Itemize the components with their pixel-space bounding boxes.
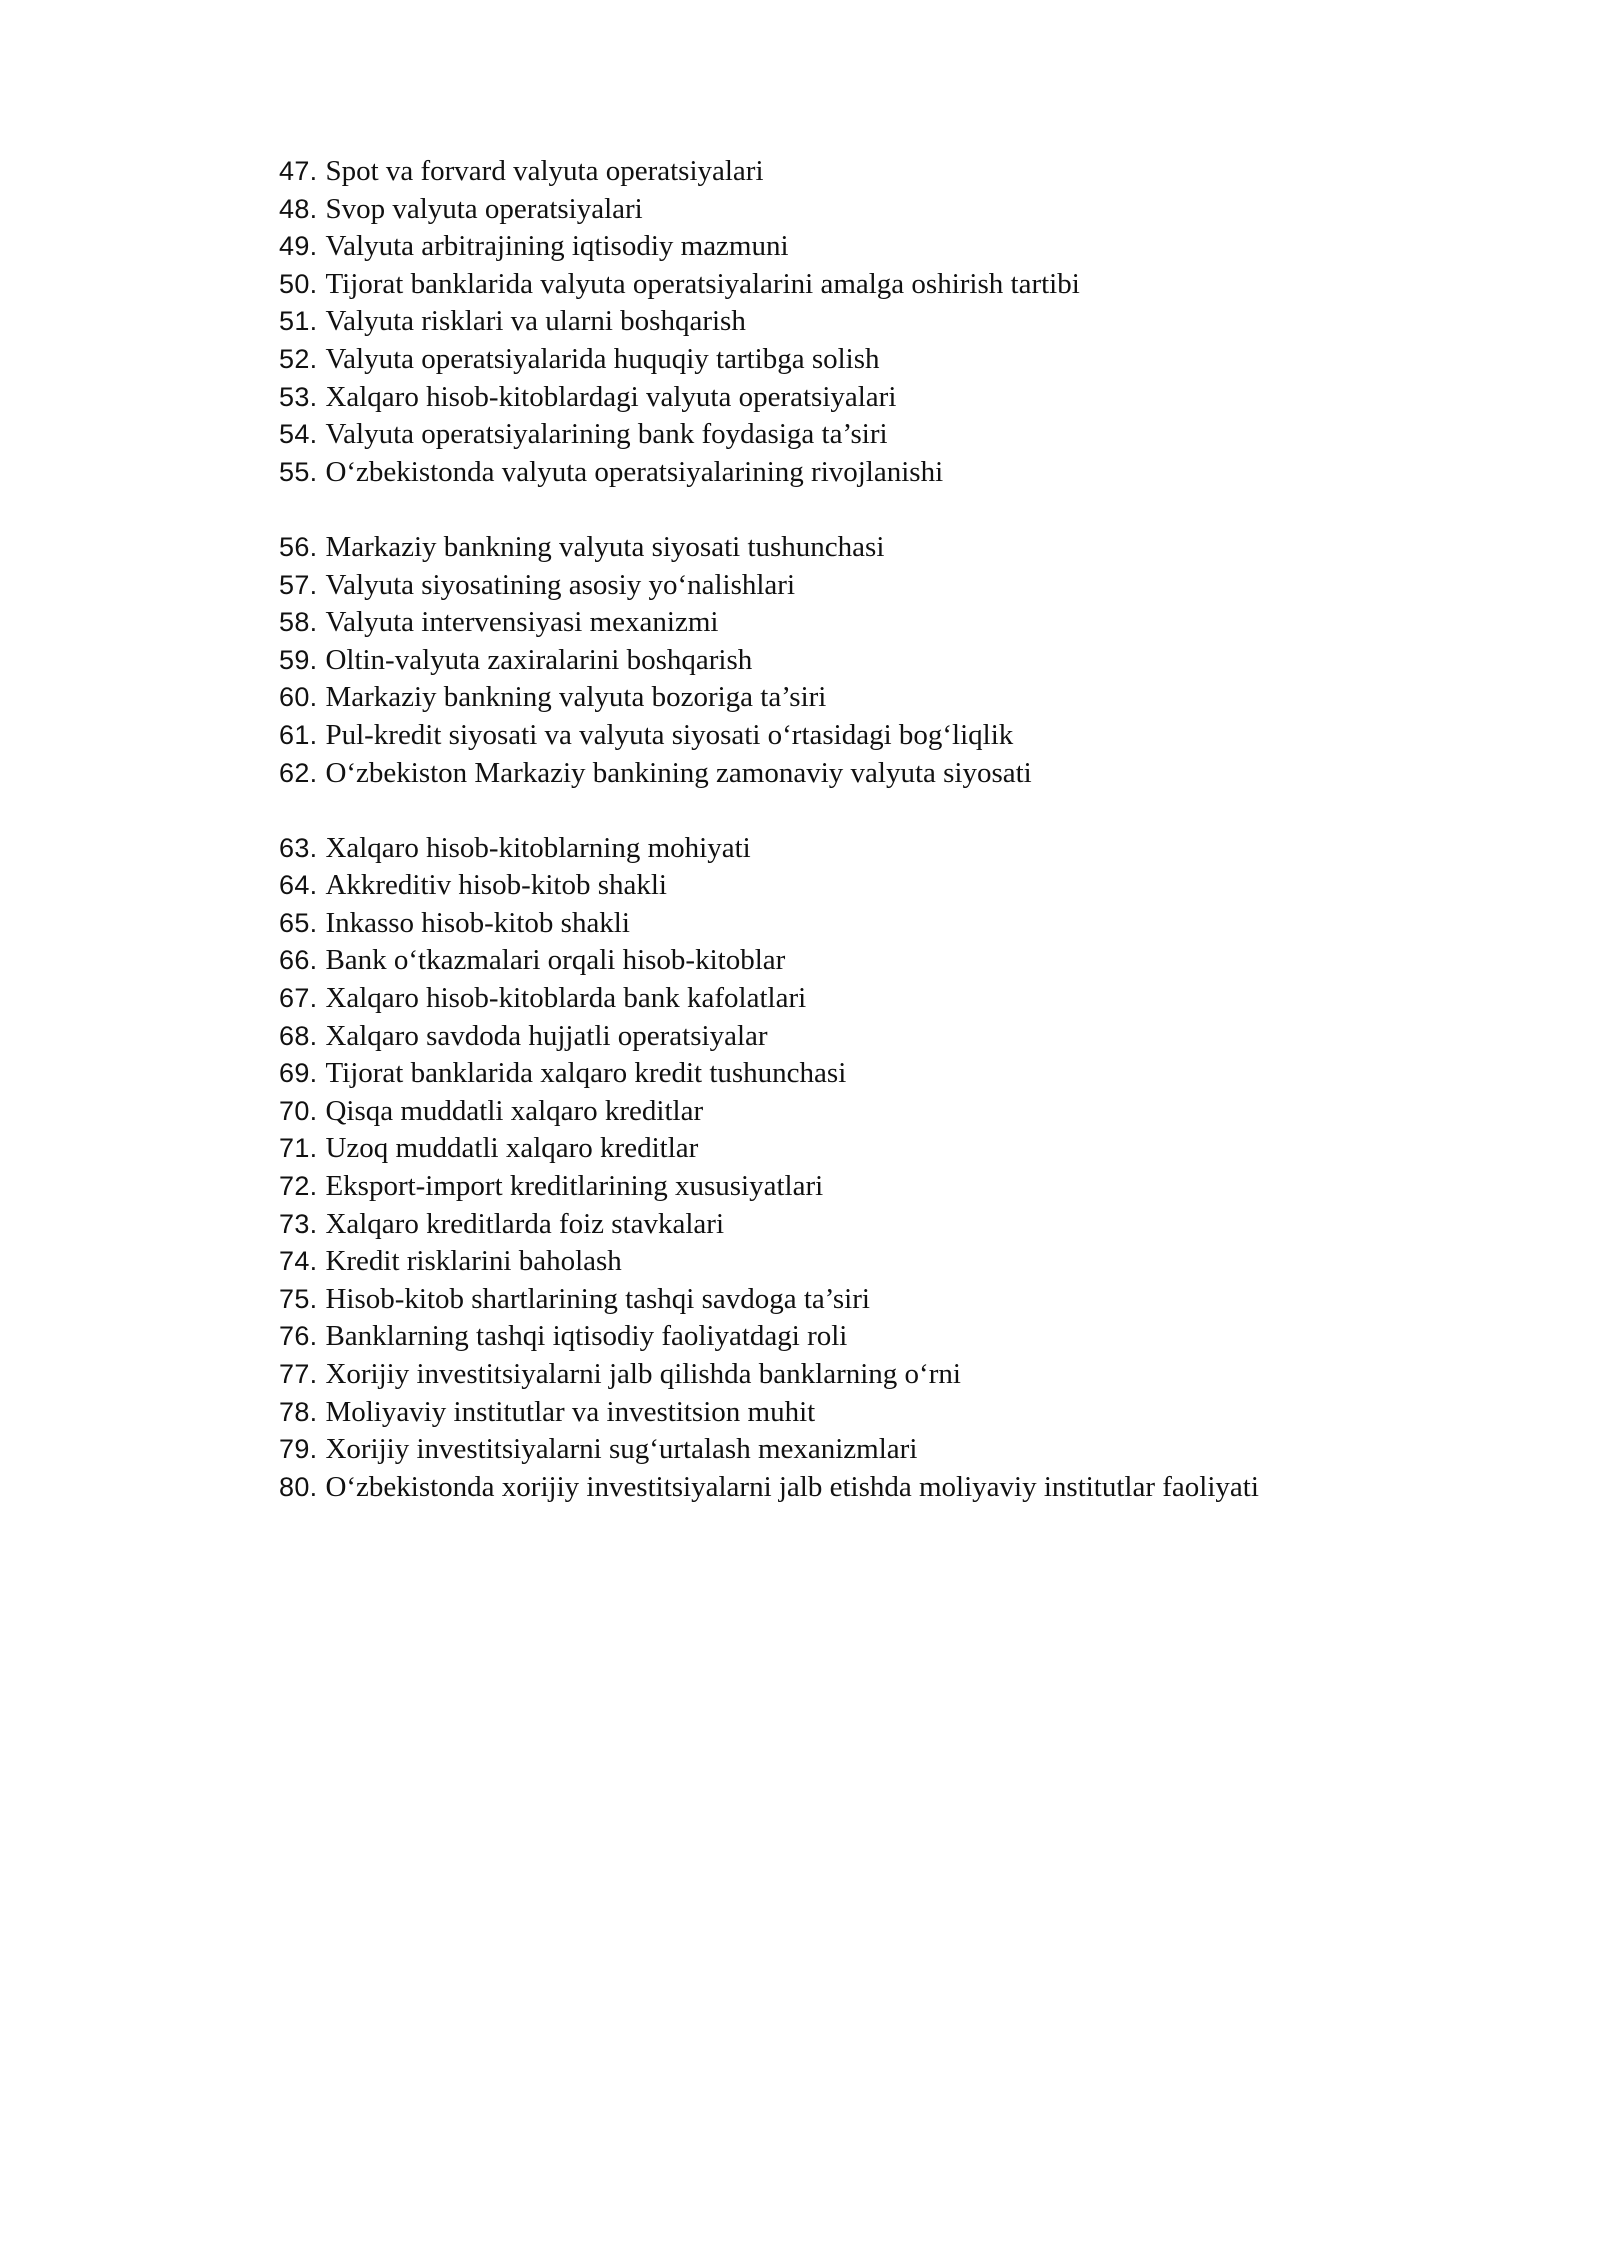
item-number: 68.	[279, 1020, 318, 1051]
item-text: Kredit risklarini baholash	[325, 1245, 622, 1278]
item-text: Tijorat banklarida valyuta operatsiyalarini amalga oshirish tartibi	[325, 267, 1080, 300]
item-text: Inkasso hisob-kitob shakli	[325, 906, 630, 939]
item-text: Moliyaviy institutlar va investitsion muhit	[325, 1395, 816, 1428]
item-text: Valyuta risklari va ularni boshqarish	[325, 305, 746, 338]
item-text: Valyuta siyosatining asosiy yo‘nalishlari	[325, 568, 796, 601]
item-text: Xalqaro savdoda hujjatli operatsiyalar	[325, 1019, 768, 1052]
list-item	[279, 1055, 1499, 1093]
topic-group	[279, 529, 1499, 792]
list-item	[279, 1394, 1499, 1432]
item-text: Akkreditiv hisob-kitob shakli	[325, 869, 667, 902]
list-item	[279, 830, 1499, 868]
list-item	[279, 1318, 1499, 1356]
item-number: 55.	[279, 456, 318, 487]
list-item	[279, 529, 1499, 567]
item-text: Bank o‘tkazmalari orqali hisob-kitoblar	[325, 944, 786, 977]
list-item	[279, 717, 1499, 755]
item-number: 52.	[279, 343, 318, 374]
item-number: 63.	[279, 832, 318, 863]
item-text: Qisqa muddatli xalqaro kreditlar	[325, 1094, 704, 1127]
item-text: Markaziy bankning valyuta bozoriga ta’siri	[325, 681, 827, 714]
list-item	[279, 1243, 1499, 1281]
list-item	[279, 980, 1499, 1018]
item-text: O‘zbekistonda xorijiy investitsiyalarni jalb etishda moliyaviy institutlar faoliyati	[325, 1470, 1259, 1503]
item-number: 50.	[279, 268, 318, 299]
topic-group	[279, 830, 1499, 1507]
item-number: 67.	[279, 983, 318, 1014]
item-text: Svop valyuta operatsiyalari	[325, 192, 643, 225]
item-number: 80.	[279, 1471, 318, 1502]
item-number: 51.	[279, 306, 318, 337]
item-number: 47.	[279, 156, 318, 186]
list-item	[279, 1281, 1499, 1319]
item-text: Xalqaro hisob-kitoblardagi valyuta operatsiyalari	[325, 380, 897, 413]
item-number: 48.	[279, 193, 318, 224]
list-item	[279, 567, 1499, 605]
item-text: Uzoq muddatli xalqaro kreditlar	[325, 1132, 699, 1165]
list-item	[279, 867, 1499, 905]
item-text: Xorijiy investitsiyalarni sug‘urtalash mexanizmlari	[325, 1433, 918, 1466]
item-number: 54.	[279, 419, 318, 450]
list-item	[279, 755, 1499, 793]
item-number: 49.	[279, 231, 318, 262]
item-text: Hisob-kitob shartlarining tashqi savdoga ta’siri	[325, 1282, 870, 1315]
list-item	[279, 379, 1499, 417]
item-number: 61.	[279, 719, 318, 750]
item-text: Xorijiy investitsiyalarni jalb qilishda banklarning o‘rni	[325, 1358, 961, 1390]
item-number: 77.	[279, 1359, 318, 1389]
list-item	[279, 1018, 1499, 1056]
item-number: 62.	[279, 757, 318, 788]
list-item	[279, 303, 1499, 341]
list-item	[279, 679, 1499, 717]
item-number: 66.	[279, 945, 318, 976]
item-text: O‘zbekistonda valyuta operatsiyalarining rivojlanishi	[325, 455, 944, 488]
item-number: 64.	[279, 870, 318, 901]
item-number: 73.	[279, 1208, 318, 1239]
topic-list	[279, 153, 1499, 1506]
list-item	[279, 942, 1499, 980]
list-item	[279, 1469, 1499, 1507]
item-number: 79.	[279, 1434, 318, 1465]
list-item	[279, 1206, 1499, 1244]
list-item	[279, 191, 1499, 229]
item-number: 76.	[279, 1321, 318, 1352]
item-number: 75.	[279, 1283, 318, 1314]
list-item	[279, 604, 1499, 642]
item-text: Xalqaro hisob-kitoblarda bank kafolatlari	[325, 982, 807, 1015]
item-text: Pul-kredit siyosati va valyuta siyosati o‘rtasidagi bog‘liqlik	[325, 718, 1014, 751]
item-number: 72.	[279, 1171, 318, 1202]
item-text: Valyuta operatsiyalarida huquqiy tartibga solish	[325, 342, 880, 375]
item-text: Valyuta arbitrajining iqtisodiy mazmuni	[325, 230, 789, 263]
item-text: Valyuta operatsiyalarining bank foydasiga ta’siri	[325, 418, 888, 451]
list-item	[279, 905, 1499, 943]
list-item	[279, 454, 1499, 492]
list-item	[279, 416, 1499, 454]
item-text: Banklarning tashqi iqtisodiy faoliyatdagi roli	[325, 1320, 848, 1353]
item-number: 56.	[279, 531, 318, 562]
topic-group	[279, 153, 1499, 491]
item-text: Eksport-import kreditlarining xususiyatlari	[325, 1170, 824, 1203]
item-number: 59.	[279, 644, 318, 675]
item-number: 53.	[279, 381, 318, 412]
list-item	[279, 1356, 1499, 1394]
item-number: 65.	[279, 907, 318, 938]
item-text: Tijorat banklarida xalqaro kredit tushunchasi	[325, 1057, 847, 1090]
item-text: Xalqaro kreditlarda foiz stavkalari	[325, 1207, 725, 1240]
item-text: O‘zbekiston Markaziy bankining zamonaviy valyuta siyosati	[325, 756, 1032, 789]
list-item	[279, 341, 1499, 379]
item-text: Valyuta intervensiyasi mexanizmi	[325, 606, 719, 639]
list-item	[279, 1168, 1499, 1206]
list-item	[279, 642, 1499, 680]
list-item	[279, 1093, 1499, 1131]
item-number: 58.	[279, 607, 318, 638]
list-item	[279, 266, 1499, 304]
item-number: 78.	[279, 1396, 318, 1427]
item-number: 69.	[279, 1058, 318, 1089]
item-number: 60.	[279, 682, 318, 713]
item-text: Oltin-valyuta zaxiralarini boshqarish	[325, 643, 753, 676]
list-item	[279, 1130, 1499, 1168]
list-item	[279, 228, 1499, 266]
list-item	[279, 1431, 1499, 1469]
item-text: Spot va forvard valyuta operatsiyalari	[325, 155, 764, 187]
item-text: Markaziy bankning valyuta siyosati tushunchasi	[325, 530, 885, 563]
item-number: 57.	[279, 569, 318, 600]
list-item	[279, 153, 1499, 191]
item-number: 71.	[279, 1133, 318, 1164]
item-text: Xalqaro hisob-kitoblarning mohiyati	[325, 831, 751, 864]
item-number: 70.	[279, 1095, 318, 1126]
item-number: 74.	[279, 1246, 318, 1277]
